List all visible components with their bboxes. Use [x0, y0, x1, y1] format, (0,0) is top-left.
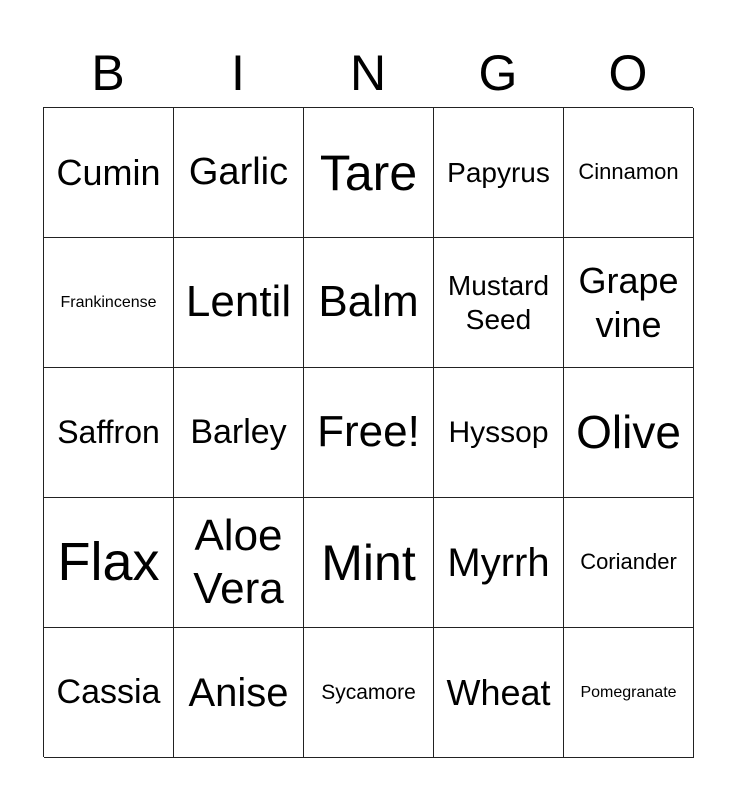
- bingo-cell[interactable]: [44, 368, 174, 498]
- bingo-cell[interactable]: [434, 108, 564, 238]
- bingo-cell[interactable]: [304, 628, 434, 758]
- bingo-cell[interactable]: [564, 498, 694, 628]
- bingo-cell[interactable]: [564, 108, 694, 238]
- bingo-cell[interactable]: [434, 368, 564, 498]
- bingo-cell[interactable]: [304, 498, 434, 628]
- bingo-cell-label: Aloe Vera: [193, 510, 284, 613]
- bingo-cell[interactable]: [564, 628, 694, 758]
- bingo-cell-label: Papyrus: [447, 156, 550, 188]
- bingo-card-grid: [43, 107, 693, 757]
- bingo-cell[interactable]: [174, 108, 304, 238]
- bingo-cell-label: Hyssop: [448, 415, 549, 449]
- bingo-cell-label: Tare: [319, 144, 418, 201]
- bingo-cell-label: Frankincense: [60, 293, 157, 311]
- bingo-cell[interactable]: [564, 238, 694, 368]
- header-letter-o: O: [608, 45, 648, 101]
- bingo-cell[interactable]: [304, 368, 434, 498]
- header-letter-b: B: [91, 45, 125, 101]
- header-letter-g: G: [478, 45, 518, 101]
- bingo-cell-label: Saffron: [57, 414, 160, 451]
- bingo-cell[interactable]: [174, 498, 304, 628]
- bingo-cell[interactable]: [304, 108, 434, 238]
- bingo-cell-label: Cassia: [56, 673, 161, 712]
- bingo-cell[interactable]: [174, 368, 304, 498]
- bingo-cell[interactable]: [434, 238, 564, 368]
- bingo-cell[interactable]: [434, 628, 564, 758]
- bingo-cell[interactable]: [174, 238, 304, 368]
- bingo-cell[interactable]: [44, 108, 174, 238]
- bingo-cell[interactable]: [304, 238, 434, 368]
- bingo-cell[interactable]: [174, 628, 304, 758]
- bingo-cell-label: Grape vine: [578, 260, 679, 345]
- bingo-cell[interactable]: [44, 238, 174, 368]
- bingo-cell-label: Barley: [190, 413, 287, 452]
- bingo-cell[interactable]: [44, 628, 174, 758]
- bingo-cell[interactable]: [434, 498, 564, 628]
- bingo-cell-label: Sycamore: [321, 680, 416, 704]
- bingo-cell-label: Myrrh: [447, 540, 550, 585]
- bingo-cell-label: Mint: [321, 534, 416, 591]
- bingo-cell-label: Free!: [317, 407, 420, 457]
- bingo-cell-label: Lentil: [185, 277, 292, 327]
- bingo-header: [43, 40, 693, 106]
- bingo-cell[interactable]: [564, 368, 694, 498]
- bingo-cell-label: Wheat: [446, 671, 551, 713]
- bingo-cell-label: Pomegranate: [580, 683, 677, 701]
- bingo-cell-label: Cinnamon: [578, 159, 679, 185]
- bingo-cell-label: Mustard Seed: [447, 269, 550, 335]
- bingo-cell-label: Balm: [318, 277, 419, 327]
- bingo-cell[interactable]: [44, 498, 174, 628]
- bingo-cell-label: Coriander: [580, 549, 677, 575]
- bingo-cell-label: Anise: [188, 670, 289, 715]
- header-letter-n: N: [349, 45, 387, 101]
- bingo-cell-label: Olive: [576, 405, 681, 458]
- bingo-cell-label: Garlic: [188, 150, 289, 193]
- header-letter-i: I: [231, 45, 245, 101]
- bingo-cell-label: Flax: [57, 532, 160, 593]
- bingo-cell-label: Cumin: [56, 151, 161, 193]
